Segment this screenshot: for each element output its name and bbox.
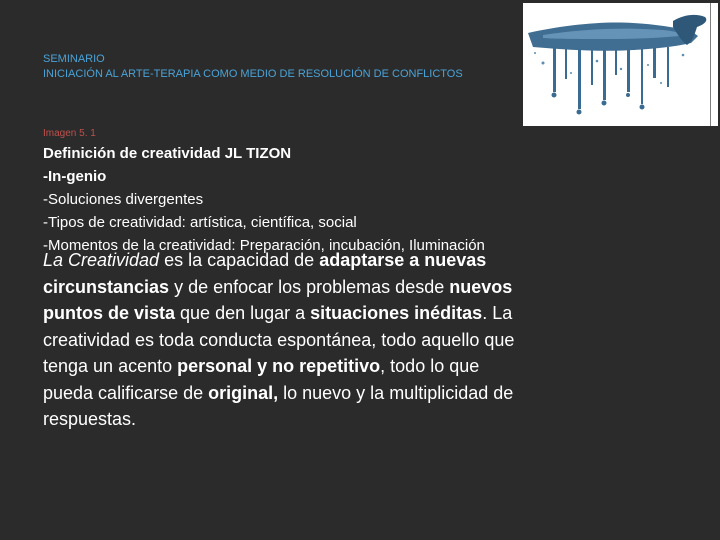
paragraph-text: , todo lo que [380, 356, 480, 376]
image-divider-line [710, 3, 711, 126]
paragraph-text: y de enfocar los problemas desde [169, 276, 450, 297]
definition-item: -Tipos de creatividad: artística, científica, social [43, 214, 357, 231]
paragraph-line [43, 247, 603, 274]
paragraph-text: . La [482, 303, 513, 323]
paragraph-text: es la capacidad de [159, 250, 320, 270]
bold-text: circunstancias [43, 276, 170, 297]
emphasis-text: La Creatividad [43, 250, 160, 270]
bold-text: original, [208, 382, 279, 403]
seminar-header [43, 52, 463, 82]
bold-text: situaciones inéditas [310, 303, 483, 323]
arm-paint-illustration [523, 3, 718, 126]
paragraph-line [43, 274, 603, 301]
paragraph-line [43, 353, 603, 380]
paragraph-line [43, 406, 603, 433]
bold-text: personal y no repetitivo [177, 356, 381, 376]
header-line-2: INICIACIÓN AL ARTE-TERAPIA COMO MEDIO DE RESOLUCIÓN DE CONFLICTOS [43, 68, 463, 80]
arm-paint-image [523, 3, 718, 126]
definition-title: Definición de creatividad JL TIZON [43, 145, 292, 162]
paragraph-line [43, 300, 603, 327]
paragraph-line [43, 380, 603, 407]
paragraph-text: respuestas. [43, 409, 137, 429]
definition-item: -In-genio [43, 168, 107, 185]
bold-text: puntos de vista [43, 303, 176, 323]
paragraph-text: que den lugar a [175, 303, 311, 323]
paint-drips [552, 47, 670, 115]
definition-item: -Soluciones divergentes [43, 191, 204, 208]
creativity-definition-block [43, 142, 485, 257]
paragraph-text: tenga un acento [43, 356, 178, 376]
header-line-1: SEMINARIO [43, 53, 105, 65]
paragraph-text: creatividad es toda conducta espontánea, todo aquello que [43, 329, 515, 350]
paragraph-text: lo nuevo y la multiplicidad de [278, 382, 514, 403]
creativity-paragraph [43, 247, 603, 433]
bold-text: adaptarse a nuevas [319, 250, 487, 270]
paint-splatter [534, 52, 684, 84]
paragraph-text: pueda calificarse de [43, 382, 209, 403]
paragraph-line [43, 327, 603, 354]
definition-item: -Momentos de la creatividad: Preparación, incubación, Iluminación [43, 237, 485, 254]
image-caption: Imagen 5. 1 [43, 128, 96, 139]
bold-text: nuevos [449, 276, 513, 297]
